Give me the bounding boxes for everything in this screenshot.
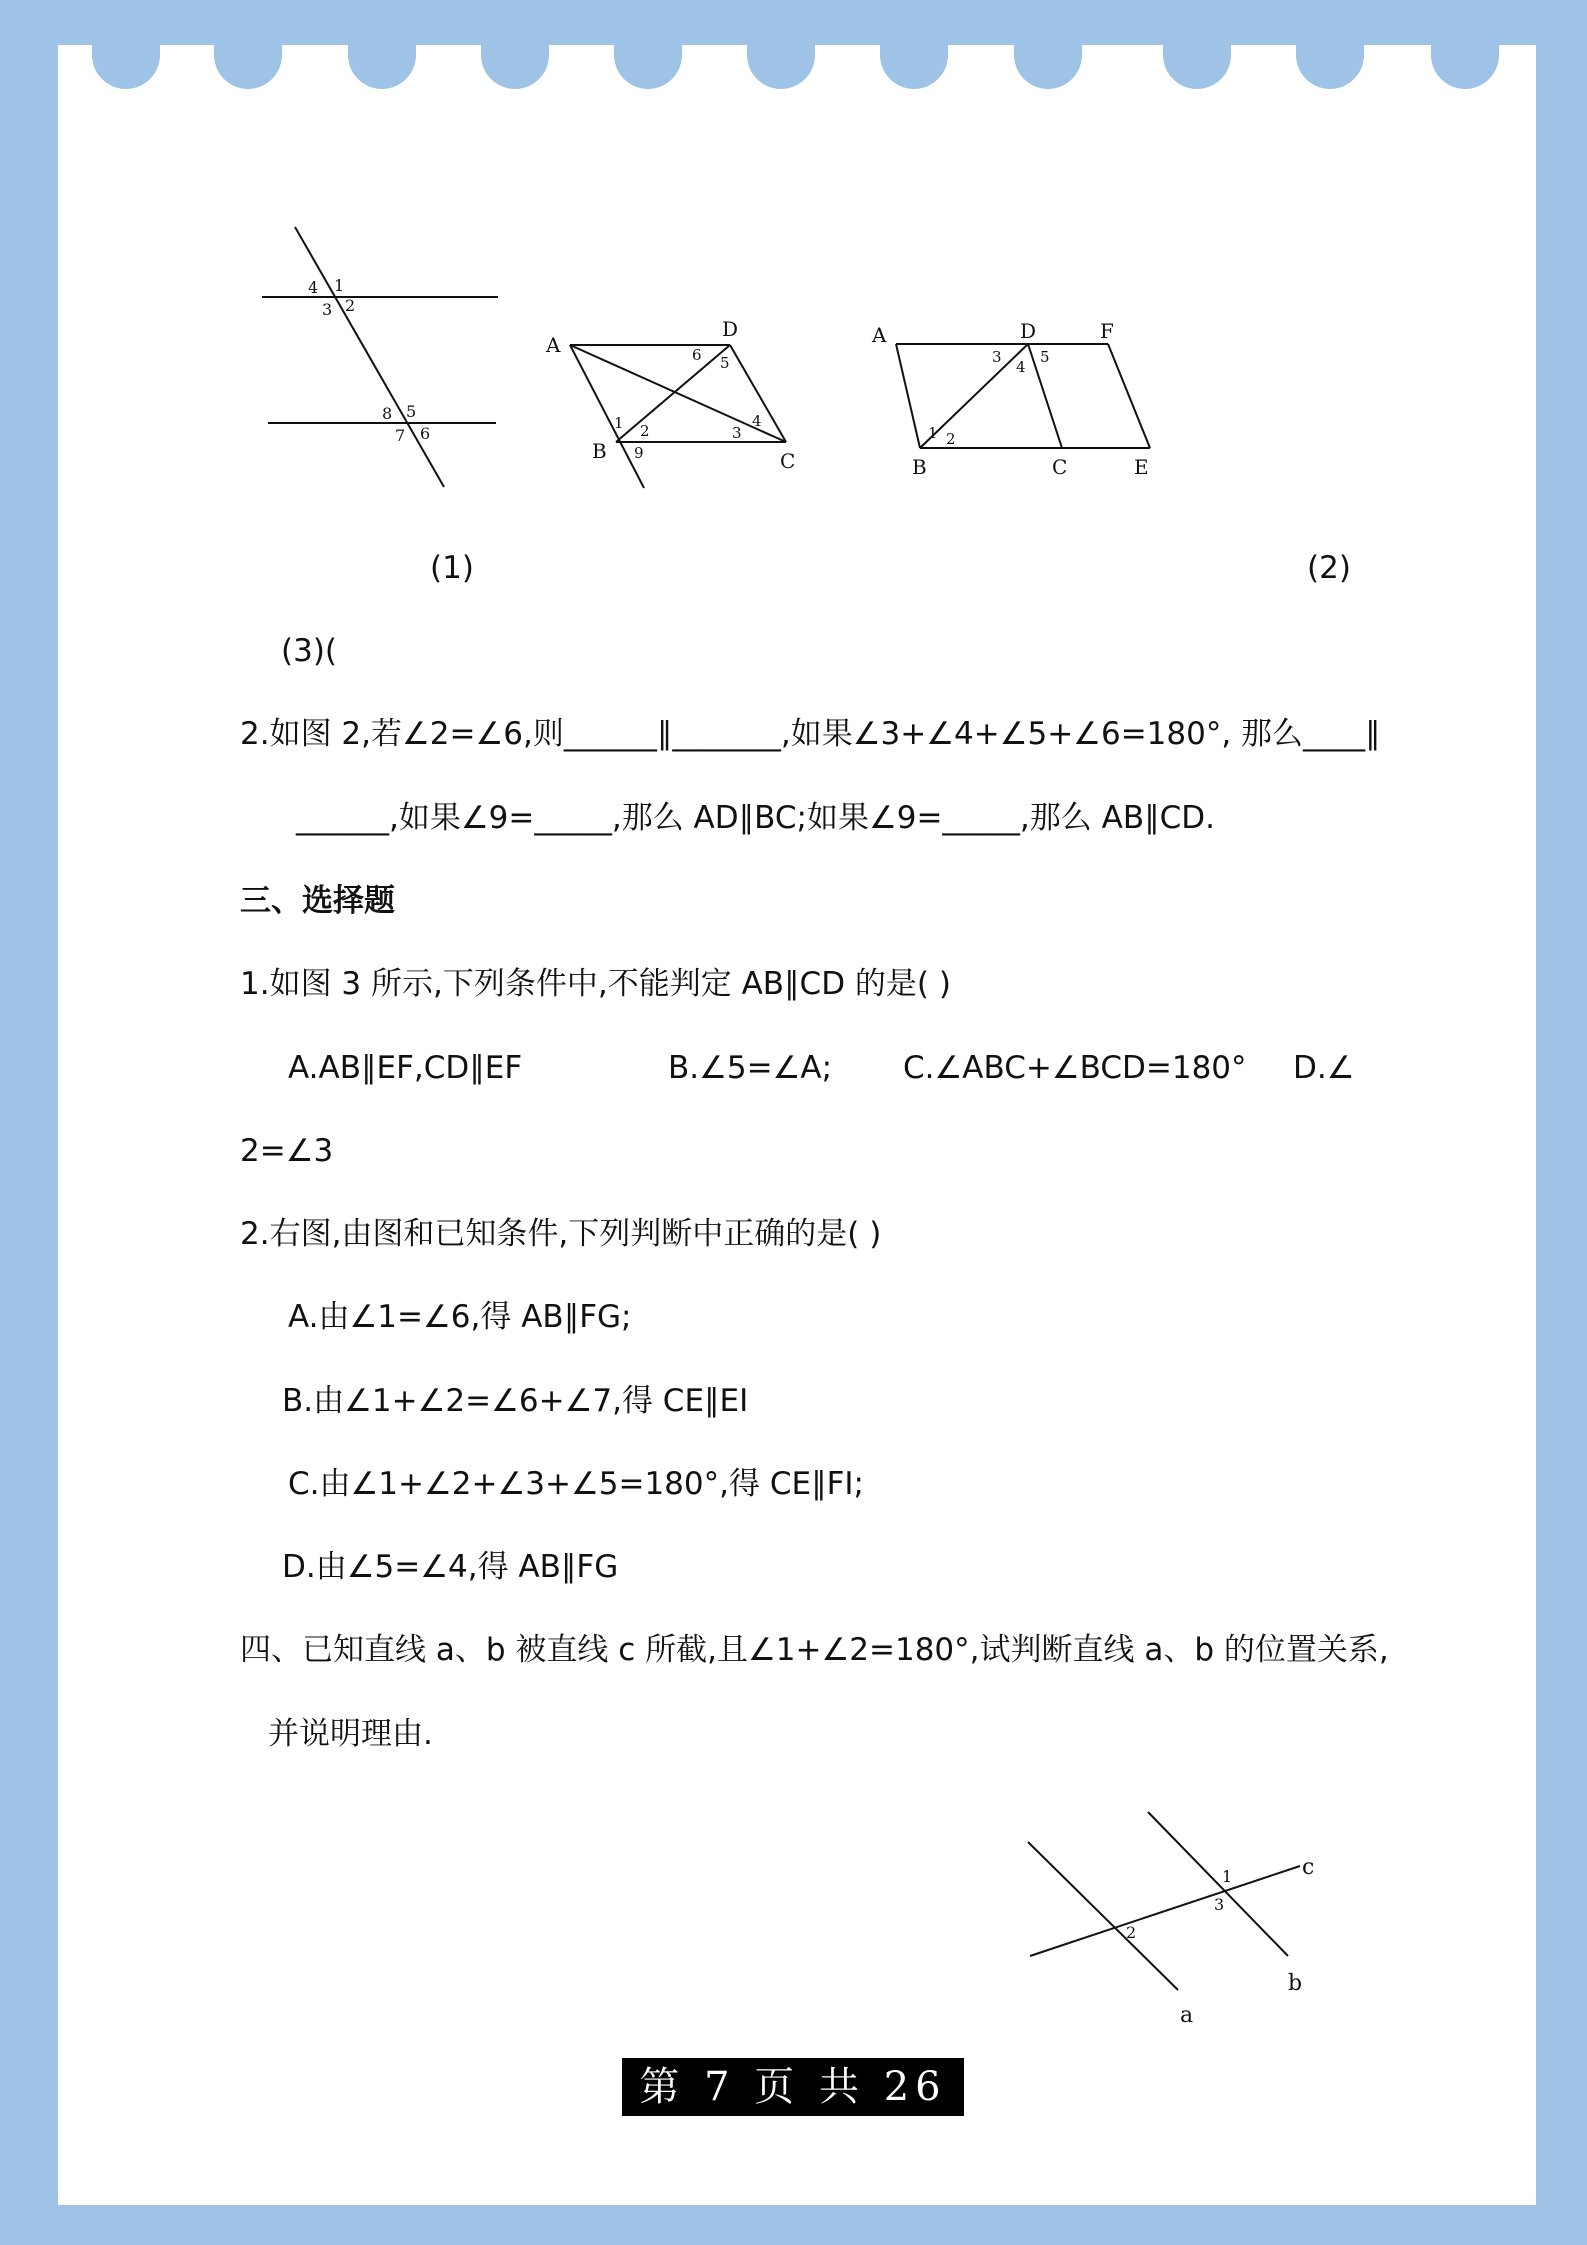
section-heading-choice: 三、选择题	[240, 883, 395, 919]
angle-label: 9	[634, 444, 644, 462]
problem-4: 四、已知直线 a、b 被直线 c 所截,且∠1+∠2=180°,试判断直线 a、b 的位置关系,	[240, 1632, 1389, 1668]
figure-caption-2: (2)	[1307, 550, 1351, 586]
choice-question-2: 2.右图,由图和已知条件,下列判断中正确的是( )	[240, 1216, 882, 1252]
point-label: D	[1020, 319, 1037, 343]
angle-label: 5	[720, 354, 730, 372]
page-footer: 第 7 页 共 26 页	[622, 2058, 964, 2116]
angle-label: 1	[334, 276, 345, 295]
angle-label: 5	[1040, 348, 1050, 366]
figure-4-transversal	[1020, 1800, 1350, 2040]
angle-label: 1	[614, 414, 624, 432]
angle-label: 3	[322, 300, 333, 319]
angle-label: 4	[752, 412, 762, 430]
angle-label: 6	[692, 346, 702, 364]
angle-label: 1	[928, 424, 938, 442]
option-a: A.AB∥EF,CD∥EF	[288, 1050, 523, 1086]
angle-label: 1	[1222, 1867, 1233, 1886]
angle-label: 3	[1214, 1895, 1225, 1914]
fill-blank-question-2-cont: ______,如果∠9=_____,那么 AD∥BC;如果∠9=_____,那么 AB∥CD.	[296, 800, 1215, 836]
option-b: B.由∠1+∠2=∠6+∠7,得 CE∥EI	[282, 1383, 749, 1419]
option-d-cont: 2=∠3	[240, 1133, 334, 1169]
angle-label: 3	[732, 424, 742, 442]
figure-caption-1: (1)	[430, 550, 474, 586]
problem-4-cont: 并说明理由.	[268, 1716, 433, 1752]
angle-label: 7	[395, 426, 406, 445]
figure-2-parallelogram	[540, 310, 820, 500]
point-label: E	[1134, 455, 1149, 479]
angle-label: 4	[308, 278, 319, 297]
point-label: D	[722, 317, 739, 341]
option-c: C.∠ABC+∠BCD=180°	[903, 1050, 1247, 1086]
angle-label: 2	[946, 430, 956, 448]
fill-blank-question-2: 2.如图 2,若∠2=∠6,则______∥_______,如果∠3+∠4+∠5+∠6=180°, 那么____∥	[240, 716, 1381, 752]
angle-label: 8	[382, 404, 393, 423]
option-d: D.∠	[1293, 1050, 1355, 1086]
angle-label: 4	[1016, 358, 1026, 376]
point-label: C	[1052, 455, 1068, 479]
angle-label: 2	[345, 296, 356, 315]
point-label: A	[872, 323, 887, 347]
line-label: a	[1180, 2003, 1194, 2028]
angle-label: 5	[406, 402, 417, 421]
option-b: B.∠5=∠A;	[668, 1050, 833, 1086]
figure-caption-3: (3)(	[281, 633, 338, 669]
angle-label: 2	[640, 422, 650, 440]
option-d: D.由∠5=∠4,得 AB∥FG	[282, 1549, 619, 1585]
angle-label: 6	[420, 424, 431, 443]
point-label: B	[912, 455, 927, 479]
angle-label: 2	[1126, 1923, 1137, 1942]
point-label: C	[780, 449, 796, 473]
point-label: B	[592, 439, 607, 463]
point-label: F	[1100, 319, 1114, 343]
choice-question-1: 1.如图 3 所示,下列条件中,不能判定 AB∥CD 的是( )	[240, 966, 951, 1002]
point-label: A	[546, 333, 561, 357]
angle-label: 3	[992, 348, 1002, 366]
line-label: c	[1302, 1855, 1315, 1880]
line-label: b	[1288, 1971, 1303, 1996]
figure-3-quadrilaterals	[860, 310, 1180, 490]
option-a: A.由∠1=∠6,得 AB∥FG;	[288, 1299, 632, 1335]
figure-1-parallel-lines	[250, 215, 510, 495]
option-c: C.由∠1+∠2+∠3+∠5=180°,得 CE∥FI;	[288, 1466, 864, 1502]
